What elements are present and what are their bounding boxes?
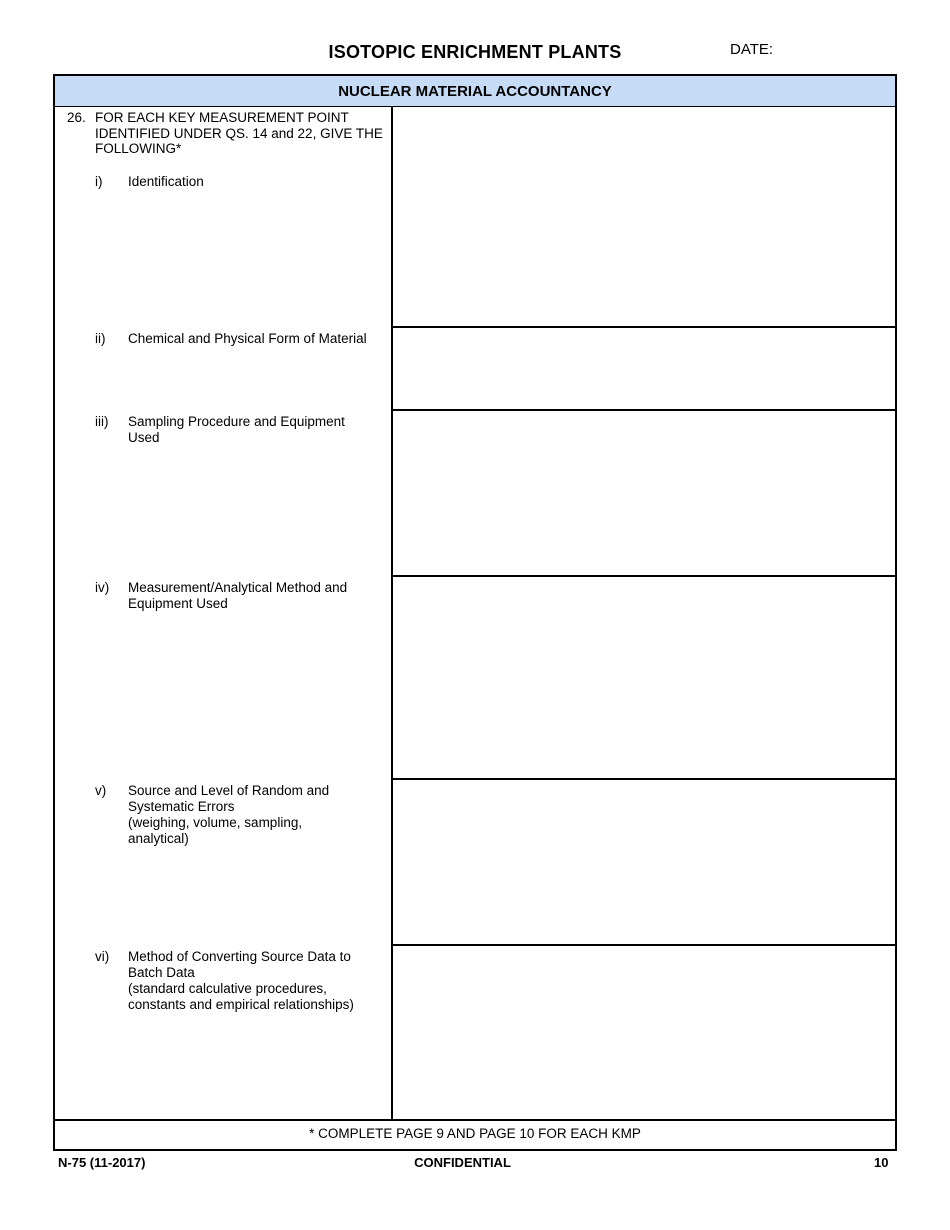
form-frame [53,74,897,1151]
answer-box-chemical-physical-form[interactable] [393,328,895,409]
answer-box-identification[interactable] [393,107,895,326]
question-number: 26. [67,110,86,125]
item-label-sampling-procedure: Sampling Procedure and Equipment Used [128,414,345,445]
item-note-errors: (weighing, volume, sampling, analytical) [128,815,303,846]
item-label-errors: Source and Level of Random and Systematic Errors [128,783,330,814]
section-header: NUCLEAR MATERIAL ACCOUNTANCY [55,76,895,107]
footnote-divider [55,1119,895,1121]
item-label-conversion-method: Method of Converting Source Data to Batch Data [128,949,351,980]
item-numeral: v) [95,783,107,798]
item-label-identification: Identification [128,174,204,189]
date-label: DATE: [730,41,774,58]
item-numeral: iii) [95,414,109,429]
item-label-chemical-physical-form: Chemical and Physical Form of Material [128,331,367,346]
form-id: N-75 (11-2017) [58,1155,146,1170]
page-number: 10 [874,1155,889,1170]
item-label-measurement-method: Measurement/Analytical Method and Equipment Used [128,580,348,611]
item-numeral: iv) [95,580,110,595]
classification-label: CONFIDENTIAL [414,1155,511,1170]
answer-box-sampling-procedure[interactable] [393,411,895,575]
item-note-conversion-method: (standard calculative procedures, constants and empirical relationships) [128,981,354,1012]
item-numeral: vi) [95,949,110,964]
answer-box-measurement-method[interactable] [393,577,895,778]
question-text: FOR EACH KEY MEASUREMENT POINT IDENTIFIED UNDER QS. 14 and 22, GIVE THE FOLLOWING* [95,110,383,157]
page-title: ISOTOPIC ENRICHMENT PLANTS [328,42,622,62]
answer-box-conversion-method[interactable] [393,946,895,1119]
answer-box-errors[interactable] [393,780,895,944]
item-numeral: ii) [95,331,106,346]
footnote: * COMPLETE PAGE 9 AND PAGE 10 FOR EACH KMP [309,1126,641,1141]
item-numeral: i) [95,174,103,189]
